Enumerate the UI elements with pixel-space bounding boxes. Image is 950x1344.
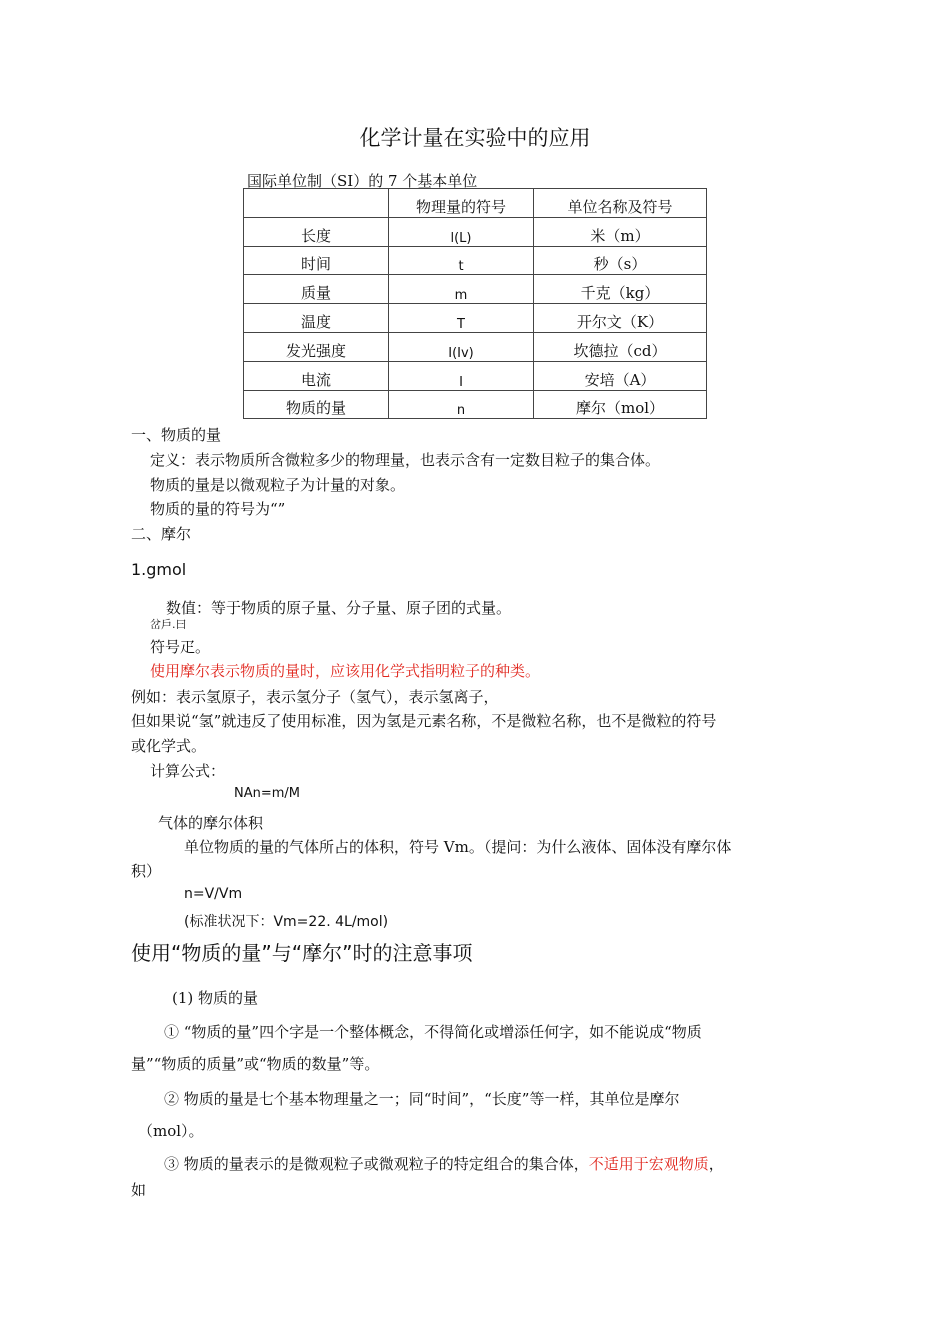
body-text: 例如：表示氢原子，表示氢分子（氢气），表示氢离子， <box>131 688 499 706</box>
section-heading: 二、摩尔 <box>131 525 192 543</box>
quantity-symbol: l(L) <box>389 217 534 246</box>
quantity-name: 物质的量 <box>244 390 389 419</box>
table-row <box>244 275 707 304</box>
formula-label: 计算公式： <box>150 762 226 780</box>
definition-text: 定义：表示物质所含微粒多少的物理量，也表示含有一定数目粒子的集合体。 <box>150 451 661 469</box>
table-row <box>244 246 707 275</box>
quantity-symbol: I <box>389 361 534 390</box>
body-text: 或化学式。 <box>131 737 207 755</box>
table-header-cell <box>244 189 389 218</box>
notes-subheading: (1) 物质的量 <box>172 989 259 1007</box>
formula: NAn=m/M <box>234 786 301 801</box>
table-row <box>244 304 707 333</box>
body-text: 量”“物质的质量”或“物质的数量”等。 <box>131 1055 380 1073</box>
quantity-name: 长度 <box>244 217 389 246</box>
unit-name: 开尔文（K） <box>534 304 707 333</box>
body-text: 但如果说“氢”就违反了使用标准，因为氢是元素名称，不是微粒名称，也不是微粒的符号 <box>131 712 717 730</box>
unit-name: 千克（kg） <box>534 275 707 304</box>
body-text: 岔戶.曰 <box>150 618 187 631</box>
quantity-symbol: T <box>389 304 534 333</box>
text-run: ③ 物质的量表示的是微观粒子或微观粒子的特定组合的集合体， <box>164 1155 589 1173</box>
standard-condition: (标准状况下：Vm=22. 4L/mol) <box>184 914 389 930</box>
unit-name: 秒（s） <box>534 246 707 275</box>
highlight-note: 使用摩尔表示物质的量时，应该用化学式指明粒子的种类。 <box>150 662 541 680</box>
body-text: ② 物质的量是七个基本物理量之一；同“时间”，“长度”等一样，其单位是摩尔 <box>164 1090 680 1108</box>
si-units-table <box>243 188 707 419</box>
unit-name: 摩尔（mol） <box>534 390 707 419</box>
body-text: 如 <box>131 1181 147 1199</box>
quantity-name: 温度 <box>244 304 389 333</box>
table-header-cell: 单位名称及符号 <box>534 189 707 218</box>
table-row <box>244 390 707 419</box>
unit-name: 安培（A） <box>534 361 707 390</box>
quantity-name: 发光强度 <box>244 332 389 361</box>
table-row <box>244 332 707 361</box>
subsection-heading: 气体的摩尔体积 <box>158 814 264 832</box>
quantity-symbol: m <box>389 275 534 304</box>
unit-name: 米（m） <box>534 217 707 246</box>
quantity-name: 电流 <box>244 361 389 390</box>
highlight-text: 不适用于宏观物质 <box>588 1155 709 1173</box>
body-text: 单位物质的量的气体所占的体积，符号 Vm。（提问：为什么液体、固体没有摩尔体 <box>184 838 732 856</box>
body-text: 物质的量是以微观粒子为计量的对象。 <box>150 476 406 494</box>
text-run: ， <box>708 1155 724 1173</box>
table-row <box>244 361 707 390</box>
body-text: （mol）。 <box>138 1122 204 1140</box>
item-number: 1.gmol <box>131 560 187 579</box>
quantity-name: 质量 <box>244 275 389 304</box>
body-text: 符号疋。 <box>150 638 211 656</box>
quantity-symbol: I(Iv) <box>389 332 534 361</box>
formula: n=V/Vm <box>184 886 243 902</box>
body-text: 数值：等于物质的原子量、分子量、原子团的式量。 <box>166 599 512 617</box>
unit-name: 坎德拉（cd） <box>534 332 707 361</box>
table-header-row <box>244 189 707 218</box>
quantity-name: 时间 <box>244 246 389 275</box>
body-text <box>164 1153 724 1174</box>
page-title: 化学计量在实验中的应用 <box>359 126 591 150</box>
quantity-symbol: n <box>389 390 534 419</box>
body-text: ① “物质的量”四个字是一个整体概念，不得简化或增添任何字，如不能说成“物质 <box>164 1023 702 1041</box>
table-caption: 国际单位制（SI）的 7 个基本单位 <box>247 172 478 190</box>
table-header-cell: 物理量的符号 <box>389 189 534 218</box>
table-row <box>244 217 707 246</box>
notes-heading: 使用“物质的量”与“摩尔”时的注意事项 <box>131 941 473 965</box>
body-text: 物质的量的符号为“” <box>150 500 286 518</box>
quantity-symbol: t <box>389 246 534 275</box>
body-text: 积） <box>131 862 162 880</box>
section-heading: 一、物质的量 <box>131 426 222 444</box>
